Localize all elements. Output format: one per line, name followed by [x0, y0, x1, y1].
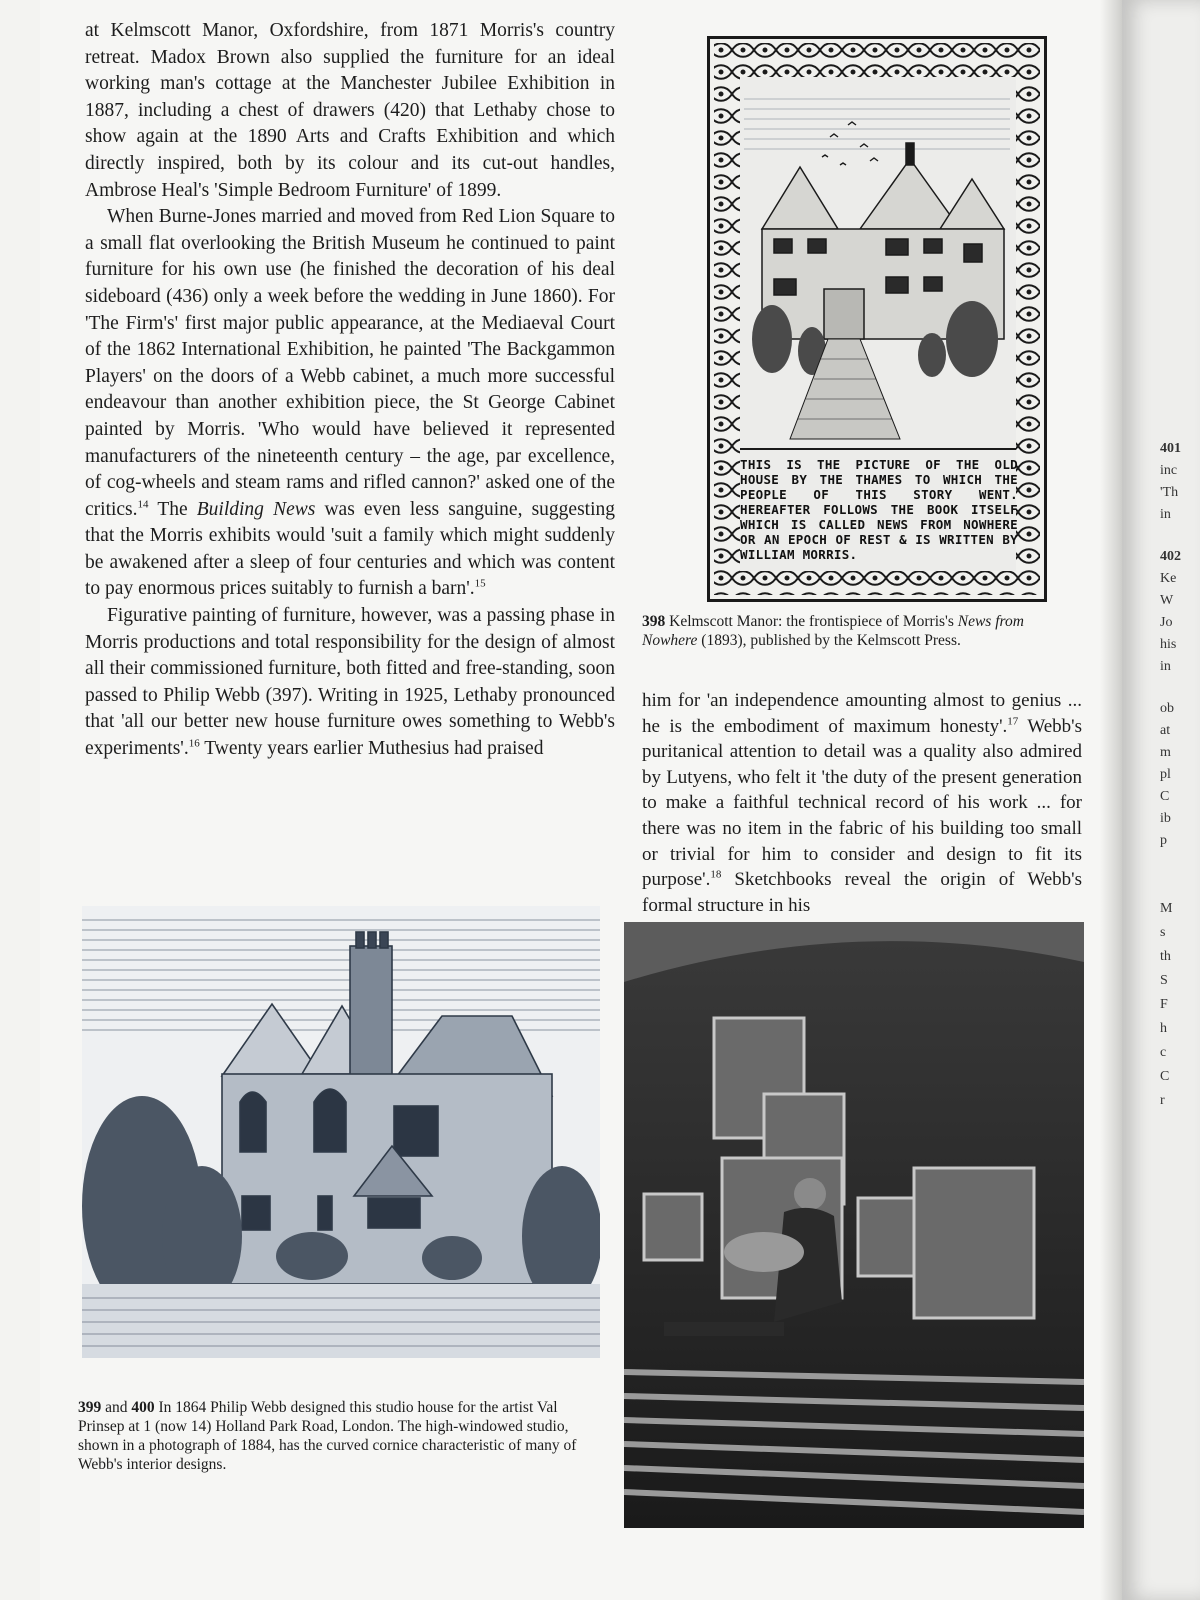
paragraph-3: Figurative painting of furniture, however, was a passing phase in Morris productions and total responsibility for the design of almost all their commissioned furniture, both fitted and free-standing, soon passed to Philip Webb (397). Writing in 1925, Lethaby pronounced that 'all our better new house furniture owes something to Webb's experiments'.$^{16}$ Twenty years earlier Muthesius had praised — [85, 605, 615, 760]
facing-page-fragment: Ke — [1160, 571, 1177, 586]
facing-page-fragment: r — [1160, 1093, 1165, 1108]
facing-page-fragment: 401 — [1160, 441, 1181, 456]
facing-page-fragment: Jo — [1160, 615, 1173, 630]
footnote-16: 16 — [188, 737, 200, 750]
facing-page-fragment: inc — [1160, 463, 1178, 478]
footnote-15: 15 — [474, 577, 486, 590]
facing-page-fragment: p — [1160, 833, 1167, 848]
facing-page-fragment: th — [1160, 949, 1171, 964]
facing-page-fragment: ib — [1160, 811, 1171, 826]
figure-399-studio-house-engraving — [82, 906, 600, 1358]
facing-page-fragment: S — [1160, 973, 1168, 988]
footnote-17: 17 — [1007, 715, 1019, 728]
building-news-title: Building News — [196, 498, 316, 520]
facing-page-fragment: ob — [1160, 701, 1174, 716]
footnote-18: 18 — [710, 868, 722, 881]
facing-page-fragment: m — [1160, 745, 1171, 760]
facing-page-fragment: his — [1160, 637, 1177, 652]
caption-399-400: 399 and 400 In 1864 Philip Webb designed this studio house for the artist Val Prinsep at 1 (now 14) Holland Park Road, London. The high-windowed studio, shown in a photograph of 1884, has the curved cornice characteristic of many of Webb's interior designs. — [78, 1399, 577, 1473]
footnote-14: 14 — [137, 498, 149, 511]
facing-page-fragment: in — [1160, 507, 1171, 522]
facing-page-fragment: C — [1160, 1069, 1170, 1084]
facing-page-fragment: W — [1160, 593, 1174, 608]
figure-400-studio-photograph — [624, 922, 1084, 1528]
facing-page-fragment: pl — [1160, 767, 1171, 782]
facing-page-fragment: F — [1160, 997, 1168, 1012]
facing-page-fragment: c — [1160, 1045, 1167, 1060]
facing-page-fragment: M — [1160, 901, 1173, 916]
facing-page-fragment: h — [1160, 1021, 1167, 1036]
facing-page-fragment: in — [1160, 659, 1171, 674]
facing-page-fragment: s — [1160, 925, 1166, 940]
facing-page-fragment: C — [1160, 789, 1170, 804]
palette — [724, 1232, 804, 1272]
paragraph-2: When Burne-Jones married and moved from Red Lion Square to a small flat overlooking the British Museum he continued to paint furniture for his own use (he finished the decoration of his deal sideboard (436) only a week before the wedding in June 1860). For 'The Firm's' first major public appearance, at the Mediaeval Court of the 1862 International Exhibition, he painted 'The Backgammon Players' on the doors of a Webb cabinet, a much more successful endeavour than another exhibition piece, the St George Cabinet painted by Morris. 'Who would have believed it represented manufacturers of the nineteenth century – the age, par excellence, of cog-wheels and steam rams and rifled cannon?' asked one of the critics.$^{14}$ The Building News was even less sanguine, suggesting that the Morris exhibits would 'suit a family which might suddenly be awakened after a sleep of four centuries and which was content to pay enormous prices suitably to furnish a barn'.$^{15}$ — [85, 206, 615, 600]
paragraph-1: at Kelmscott Manor, Oxfordshire, from 1871 Morris's country retreat. Madox Brown also supplied the furniture for an ideal working man's cottage at the Manchester Jubilee Exhibition in 1887, including a chest of drawers (420) that Lethaby chose to show again at the 1890 Arts and Crafts Exhibition and which directly inspired, both by its colour and its cut-out handles, Ambrose Heal's 'Simple Bedroom Furniture' of 1899. — [85, 20, 615, 201]
facing-page-fragment: 402 — [1160, 549, 1181, 564]
caption-398: 398 Kelmscott Manor: the frontispiece of Morris's News from Nowhere (1893), published by the Kelmscott Press. — [642, 613, 1024, 649]
figure-398-kelmscott-frontispiece — [707, 36, 1047, 602]
frontispiece-legend: THIS IS THE PICTURE OF THE OLD HOUSE BY THE THAMES TO WHICH THE PEOPLE OF THIS STORY WENT. HEREAFTER FOLLOWS THE BOOK ITSELF WHICH IS CALLED NEWS FROM NOWHERE OR AN EPOCH OF REST & IS WRITTEN BY WILLIAM MORRIS. — [740, 457, 1018, 562]
facing-page-fragment: at — [1160, 723, 1171, 738]
left-text-column — [85, 18, 615, 763]
facing-page-fragment: 'Th — [1160, 485, 1179, 500]
right-text-column: him for 'an independence amounting almost to genius ... he is the embodiment of maximum honesty'.$^{17}$ Webb's puritanical attention to detail was a quality also admired by Lutyens, who felt it 'the duty of the present generation to make a faithful technical record of his work ... for there was no item in the fabric of his building too small or trivial for him to consider and design to fit its purpose'.$^{18}$ Sketchbooks reveal the origin of Webb's formal structure in his — [642, 690, 1082, 916]
